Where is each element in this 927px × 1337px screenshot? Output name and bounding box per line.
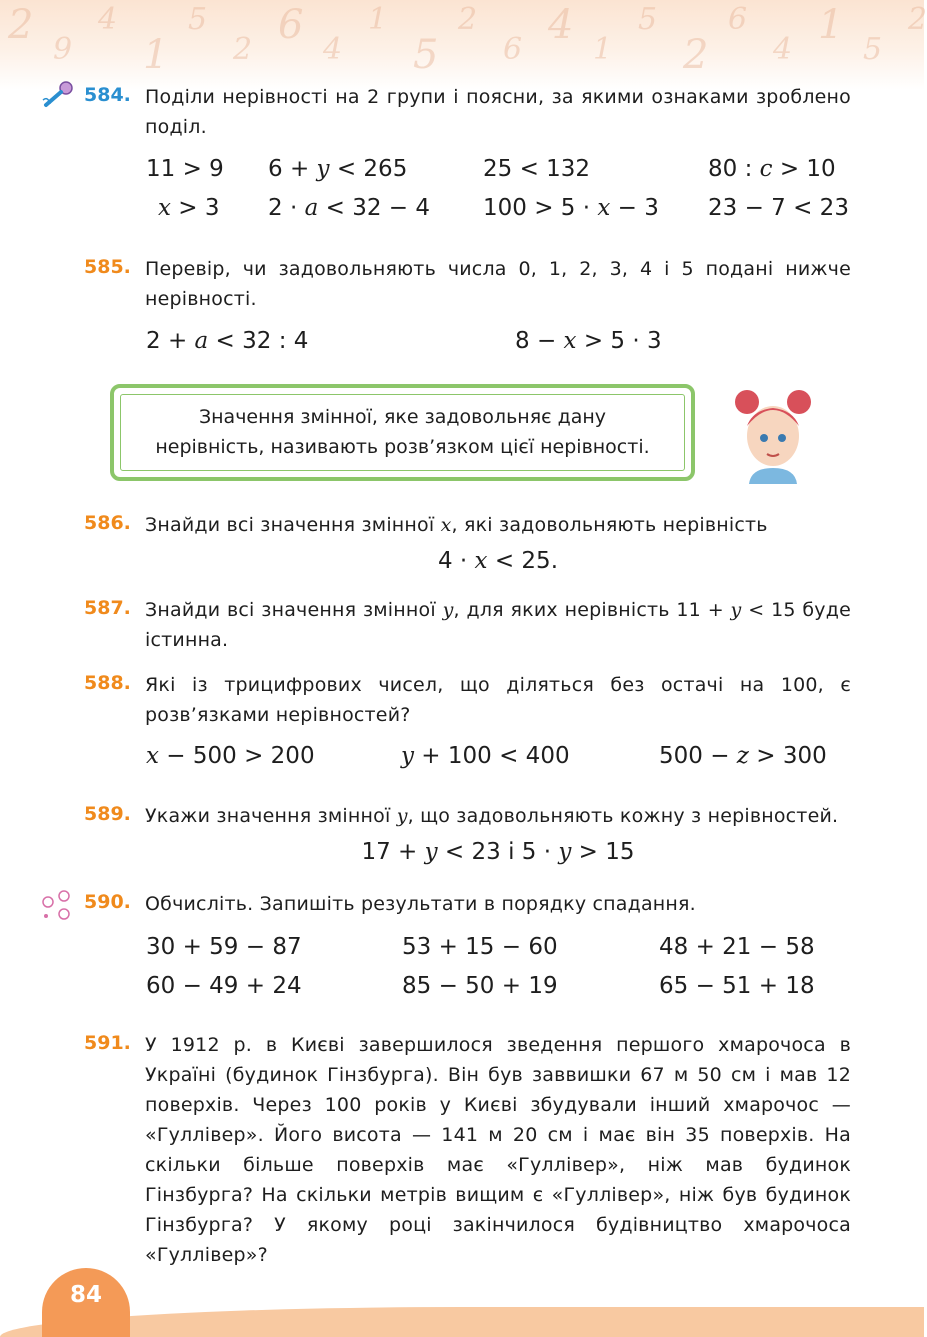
page-number: 84 (69, 1282, 102, 1308)
decor-digit: 5 (413, 32, 439, 78)
microphone-icon (40, 80, 74, 110)
inequality: 17 + y < 23 і 5 · y > 15 (361, 839, 635, 865)
decor-digit: 2 (908, 2, 927, 37)
exercise-number: 585. (84, 256, 131, 278)
expression: 85 − 50 + 19 (402, 973, 558, 999)
rule-line: Значення змінної, яке задовольняє дану (198, 406, 607, 428)
exercise-number: 591. (84, 1032, 131, 1054)
decor-digit: 6 (503, 32, 523, 67)
decor-digit: 1 (368, 2, 388, 37)
decor-digit: 4 (323, 32, 343, 67)
girl-character-icon (733, 384, 813, 484)
decor-digit: 1 (818, 2, 844, 48)
exercise-text: Знайди всі значення змінної y, для яких нерівність 11 + y < 15 буде істинна. (145, 599, 851, 651)
inequality: x − 500 > 200 (146, 743, 315, 769)
exercise-text: Укажи значення змінної y, що задовольняють кожну з нерівностей. (145, 805, 839, 827)
inequality: x > 3 (158, 195, 220, 221)
decor-digit: 4 (548, 2, 574, 48)
header-decoration (0, 0, 927, 90)
inequality: 6 + y < 265 (268, 156, 408, 182)
decor-digit: 1 (143, 32, 169, 78)
exercise-number: 586. (84, 512, 131, 534)
decor-digit: 9 (53, 32, 73, 67)
inequality: 2 · a < 32 − 4 (268, 195, 430, 221)
exercise-number: 584. (84, 84, 131, 106)
decor-digit: 1 (593, 32, 613, 67)
rule-box (110, 384, 695, 481)
decor-digit: 4 (98, 2, 118, 37)
rule-text (114, 402, 691, 462)
inequality: y + 100 < 400 (401, 743, 570, 769)
exercise-text: Поділи нерівності на 2 групи і поясни, за якими ознаками зроблено поділ. (145, 86, 851, 138)
decor-digit: 5 (638, 2, 658, 37)
exercise-number: 589. (84, 803, 131, 825)
exercise-text: У 1912 р. в Києві завершилося зведення першого хмарочоса в Україні (будинок Гінзбурга). Він був заввишки 67 м 50 см і мав 12 поверхів. Через 100 років у Києві збудували інший хмарочос — «Гуллівер». Його висота — 141 м 20 см і має він 35 поверхів. На скільки більше поверхів має «Гуллівер», ніж мав будинок Гінзбурга? На скільки метрів вищим є «Гуллівер», ніж був будинок Гінзбурга? У якому році закінчилося будівництво хмарочоса «Гуллівер»? (145, 1034, 851, 1266)
decor-digit: 5 (863, 32, 883, 67)
inequality: 80 : c > 10 (708, 156, 836, 182)
exercise-number: 587. (84, 597, 131, 619)
exercise-text: Які із трицифрових чисел, що діляться без остачі на 100, є розв’язками нерівностей? (145, 674, 851, 726)
exercise-number: 590. (84, 891, 131, 913)
exercise-text: Знайди всі значення змінної x, які задовольняють нерівність (145, 514, 768, 536)
page-number-badge (42, 1268, 130, 1337)
inequality: 11 > 9 (146, 156, 224, 182)
decor-digit: 5 (188, 2, 208, 37)
inequality: 100 > 5 · x − 3 (483, 195, 659, 221)
rule-line: нерівність, називають розв’язком цієї нерівності. (155, 436, 650, 458)
decor-digit: 6 (728, 2, 748, 37)
exercise-text: Перевір, чи задовольняють числа 0, 1, 2, 3, 4 і 5 подані нижче нерівності. (145, 258, 851, 310)
decor-digit: 2 (8, 2, 34, 48)
exercise-text: Обчисліть. Запишіть результати в порядку спадання. (145, 893, 696, 915)
footer-band (0, 1307, 924, 1337)
inequality: 500 − z > 300 (659, 743, 827, 769)
expression: 30 + 59 − 87 (146, 934, 302, 960)
inequality: 2 + a < 32 : 4 (146, 328, 309, 354)
inequality: 23 − 7 < 23 (708, 195, 849, 221)
expression: 48 + 21 − 58 (659, 934, 815, 960)
inequality: 8 − x > 5 · 3 (515, 328, 662, 354)
decor-digit: 6 (278, 2, 304, 48)
inequality: 25 < 132 (483, 156, 591, 182)
exercise-number: 588. (84, 672, 131, 694)
decor-digit: 2 (683, 32, 709, 78)
expression: 60 − 49 + 24 (146, 973, 302, 999)
expression: 53 + 15 − 60 (402, 934, 558, 960)
group-work-icon (38, 888, 74, 924)
decor-digit: 2 (233, 32, 253, 67)
inequality: 4 · x < 25. (437, 548, 559, 574)
decor-digit: 4 (773, 32, 793, 67)
decor-digit: 2 (458, 2, 478, 37)
expression: 65 − 51 + 18 (659, 973, 815, 999)
